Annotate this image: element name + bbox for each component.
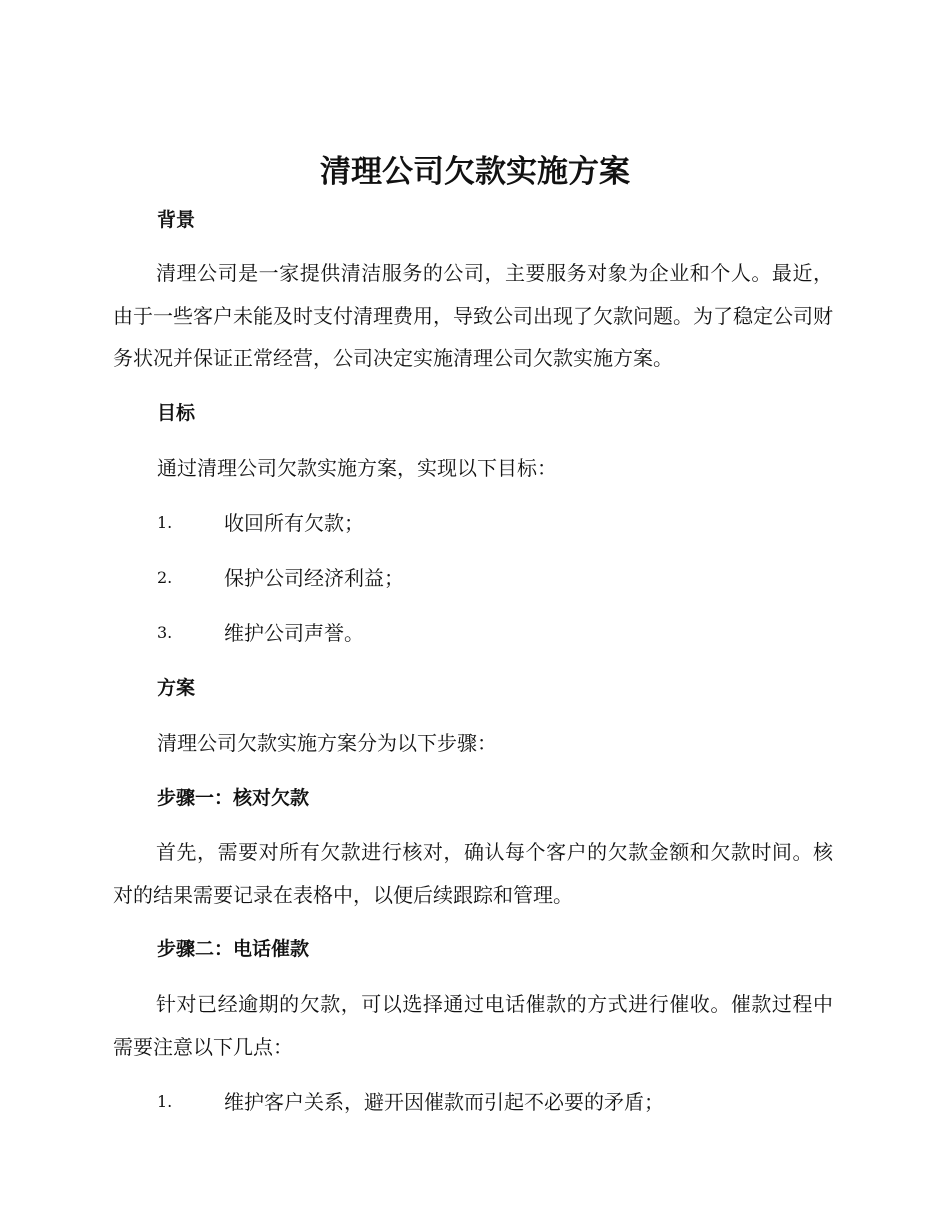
list-item-number: 3. (157, 623, 173, 642)
list-item-text: 维护公司声誉。 (224, 621, 364, 645)
list-item-text: 收回所有欠款； (224, 511, 364, 535)
paragraph-goals-intro: 通过清理公司欠款实施方案，实现以下目标： (157, 456, 557, 480)
heading-step-two: 步骤二：电话催款 (157, 938, 310, 960)
paragraph-step-one: 首先，需要对所有欠款进行核对，确认每个客户的欠款金额和欠款时间。核对的结果需要记录在表格中，以便后续跟踪和管理。 (113, 840, 833, 907)
heading-goals: 目标 (157, 402, 196, 424)
heading-plan: 方案 (157, 677, 196, 699)
document-title: 清理公司欠款实施方案 (320, 154, 630, 190)
paragraph-plan-intro: 清理公司欠款实施方案分为以下步骤： (157, 731, 497, 755)
list-item-text: 维护客户关系，避开因催款而引起不必要的矛盾； (224, 1090, 664, 1114)
list-item-number: 2. (157, 568, 173, 587)
list-item-text: 保护公司经济利益； (224, 566, 404, 590)
list-item-number: 1. (157, 1092, 173, 1111)
heading-step-one: 步骤一：核对欠款 (157, 787, 310, 809)
heading-background: 背景 (157, 209, 196, 231)
list-item-number: 1. (157, 513, 173, 532)
paragraph-step-two: 针对已经逾期的欠款，可以选择通过电话催款的方式进行催收。催款过程中需要注意以下几点： (113, 992, 833, 1059)
paragraph-background: 清理公司是一家提供清洁服务的公司，主要服务对象为企业和个人。最近，由于一些客户未能及时支付清理费用，导致公司出现了欠款问题。为了稳定公司财务状况并保证正常经营，公司决定实施清理公司欠款实施方案。 (113, 261, 833, 370)
